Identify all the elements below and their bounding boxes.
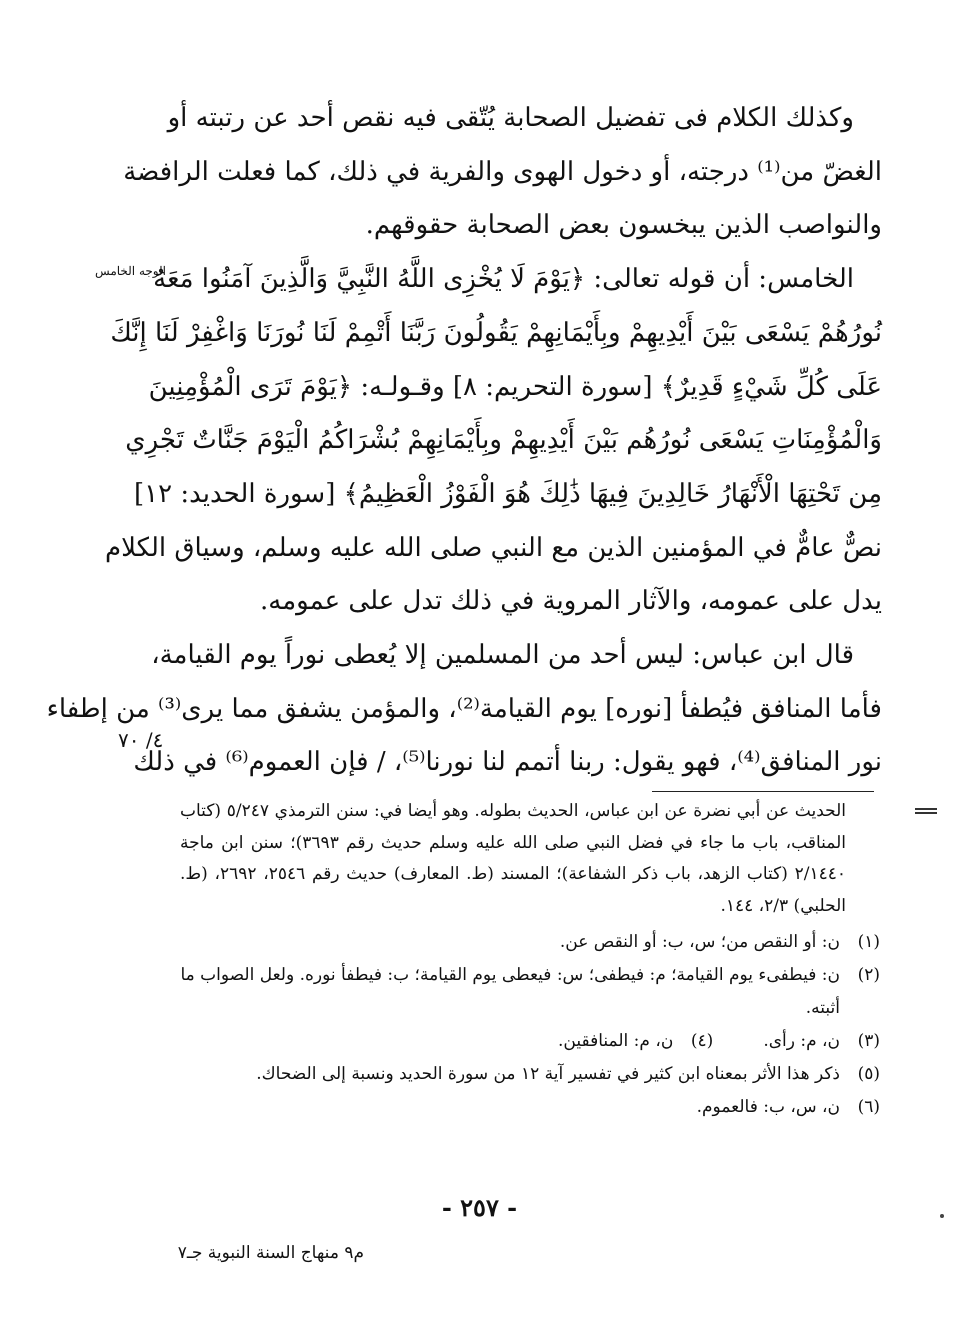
text-line: والنواصب الذين يبخسون بعض الصحابة حقوقهم. [365, 210, 882, 241]
footnote-continuation: الحديث عن أبي نضرة عن ابن عباس، الحديث بطوله. وهو أيضا في: سنن الترمذي ٥/٢٤٧ (كتاب المناقب، باب ما جاء في فضل النبي صلى الله عليه وسلم حديث رقم ٣٦٩٣)؛ سنن ابن ماجة ٢/١٤٤٠ (كتاب الزهد، باب ذكر الشفاعة)؛ المسند (ط. المعارف) حديث رقم ٢٥٤٦، ٢٦٩٢، (ط. الحلبي) ٢/٣، ١٤٤. [180, 801, 847, 916]
footnote-number: (٥) [857, 1064, 880, 1084]
text-line: يدل على عمومه، والآثار المروية في ذلك تدل على عمومه. [260, 586, 882, 617]
footnote-number: (١) [857, 932, 880, 952]
margin-note: الوجه الخامس [95, 264, 166, 278]
footnote-text: ذكر هذا الأثر بمعناه ابن كثير في تفسير آية ١٢ من سورة الحديد ونسبة إلى الضحاك. [256, 1064, 840, 1084]
footnote-item [180, 1058, 880, 1091]
footnote-item [558, 1025, 713, 1058]
text-line: وَالْمُؤْمِنَاتِ يَسْعَى نُورُهُم بَيْنَ أَيْدِيهِمْ وبِأَيْمَانِهِمْ بُشْرَاكُمُ الْيَوْمَ جَنَّاتٌ تَجْرِي [125, 425, 882, 456]
text-line: مِن تَحْتِهَا الْأَنْهَارُ خَالِدِينَ فِيهَا ذَٰلِكَ هُوَ الْفَوْزُ الْعَظِيمُ﴾ [سورة الحديد: ١٢] [133, 478, 882, 509]
footnote-number: (٢) [857, 965, 880, 985]
footnote-item-pair [180, 1025, 880, 1058]
footnote-item [180, 959, 880, 1025]
scan-speck [940, 1214, 944, 1218]
text-line: نُورُهُمْ يَسْعَى بَيْنَ أَيْدِيهِمْ وبِأَيْمَانِهِمْ يَقُولُونَ رَبَّنَا أَتْمِمْ لَنَا نُورَنَا وَاغْفِرْ لَنَا إِنَّكَ [110, 317, 882, 348]
footnote-number: (٦) [857, 1097, 880, 1117]
footnote-text: ن: أو النقص من؛ س، ب: أو النقص عن. [559, 932, 840, 952]
footnote-text: ن، م: رأى. [763, 1031, 840, 1051]
text-line: نصٌّ عامٌّ في المؤمنين الذين مع النبي صلى الله عليه وسلم، وسياق الكلام [104, 532, 882, 563]
margin-mark [915, 808, 937, 814]
text-line: عَلَى كُلِّ شَيْءٍ قَدِيرٌ﴾ [سورة التحريم: ٨] وقـولـه: ﴿يَوْمَ تَرَى الْمُؤْمِنِينَ [148, 371, 882, 402]
text-line: قال ابن عباس: ليس أحد من المسلمين إلا يُعطى نوراً يوم القيامة، [151, 640, 854, 671]
text-line: الخامس: أن قوله تعالى: ﴿يَوْمَ لَا يُخْزِى اللَّهُ النَّبِيَّ وَالَّذِينَ آمَنُوا مَعَهُ [153, 264, 854, 295]
footnotes [180, 796, 880, 1124]
footnote-item [180, 926, 880, 959]
text-line: الغضّ من⁽¹⁾ درجته، أو دخول الهوى والفرية في ذلك، كما فعلت الرافضة [123, 156, 882, 187]
footnote-number: (٤) [690, 1031, 714, 1051]
footnote-list [180, 926, 880, 1124]
footnote-text: ن، م: المنافقين. [558, 1031, 674, 1051]
footnote-item [180, 1091, 880, 1124]
margin-page-reference: ٤/ ٧٠ [118, 728, 164, 752]
footnote-text: ن، س، ب: فالعموم. [696, 1097, 840, 1117]
footnote-item [763, 1025, 880, 1058]
footnote-text: ن: فيطفىء يوم القيامة؛ م: فيطفى؛ س: فيعطى يوم القيامة؛ ب: فيطفأ نوره. ولعل الصواب ما أثبته. [180, 965, 840, 1018]
printer-signature: م٩ منهاج السنة النبوية جـ٧ [177, 1243, 364, 1263]
text-line: فأما المنافق فيُطفأ [نوره] يوم القيامة⁽²⁾، والمؤمن يشفق مما يرى⁽³⁾ من إطفاء [46, 693, 882, 724]
text-line: وكذلك الكلام فى تفضيل الصحابة يُتّقى فيه نقص أحد عن رتبته أو [167, 103, 854, 133]
footnote-number: (٣) [857, 1031, 880, 1051]
text-line: نور المنافق⁽⁴⁾، فهو يقول: ربنا أتمم لنا نورنا⁽⁵⁾، / فإن العموم⁽⁶⁾ في ذلك [133, 747, 882, 778]
page-number: - ٢٥٧ - [441, 1193, 518, 1222]
footnote-divider [652, 791, 874, 792]
